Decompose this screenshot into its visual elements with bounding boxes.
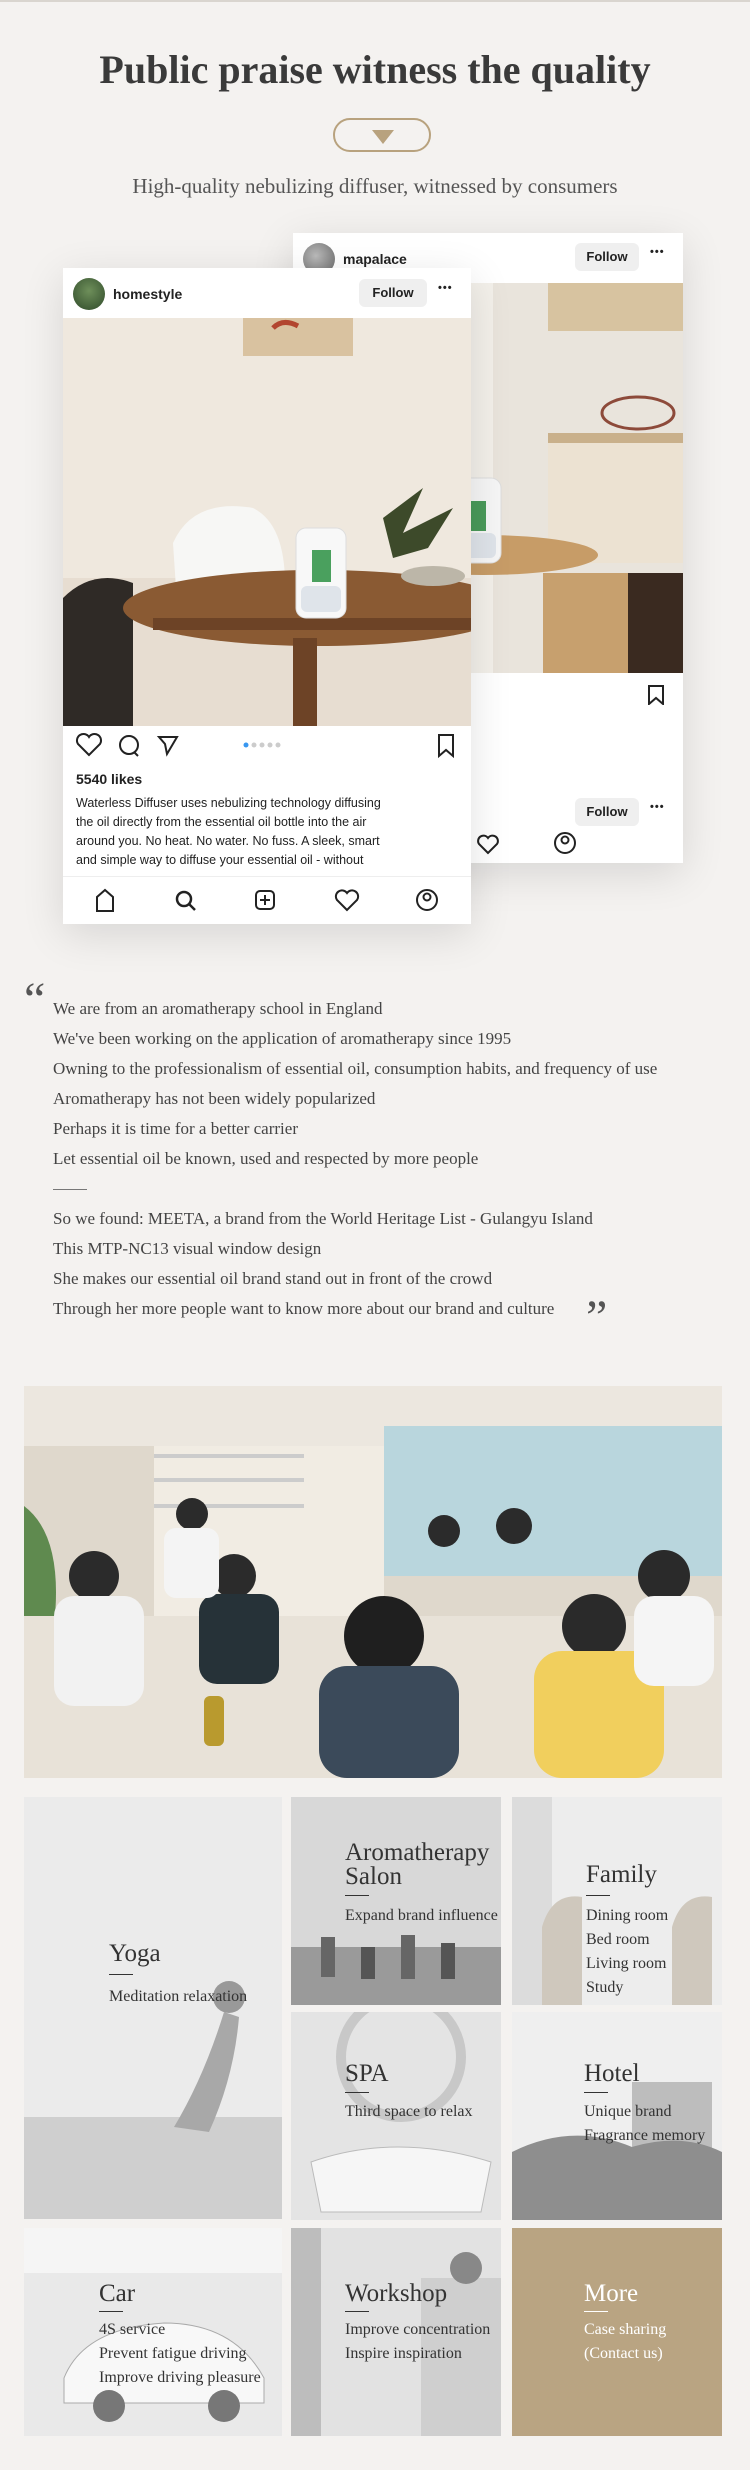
classroom-photo: [24, 1386, 722, 1778]
add-icon[interactable]: [256, 891, 274, 909]
scene-line: Fragrance memory: [584, 2127, 706, 2144]
scene-line: Meditation relaxation: [109, 1988, 248, 2005]
caption-line: the oil directly from the essential oil bottle into the air: [76, 815, 367, 829]
more-options-icon[interactable]: •••: [438, 282, 453, 294]
scene-title: Hotel: [584, 2060, 640, 2087]
more-options-icon-secondary[interactable]: •••: [650, 801, 665, 813]
scene-line: Case sharing: [584, 2321, 667, 2338]
scene-line: Bed room: [586, 1931, 650, 1948]
post-username[interactable]: homestyle: [113, 286, 183, 302]
scene-line: Living room: [586, 1955, 667, 1972]
open-quote-mark: “: [24, 973, 46, 1026]
bookmark-icon[interactable]: [647, 685, 665, 710]
scene-line: Improve driving pleasure: [99, 2369, 261, 2386]
contact-us-link[interactable]: (Contact us): [584, 2345, 663, 2362]
follow-button[interactable]: Follow: [359, 279, 427, 307]
heart-icon[interactable]: [336, 890, 358, 910]
story-line: Owning to the professionalism of essential oil, consumption habits, and frequency of use: [53, 1059, 658, 1078]
scene-title: Workshop: [345, 2280, 448, 2307]
action-bar: [63, 730, 471, 760]
story-line: Through her more people want to know more about our brand and culture: [53, 1299, 555, 1318]
story-line: Aromatherapy has not been widely popularized: [53, 1089, 376, 1108]
title-underline: [584, 2311, 608, 2312]
scene-title: SPA: [345, 2060, 389, 2087]
post-photo: [63, 318, 471, 726]
scene-line: Third space to relax: [345, 2103, 473, 2120]
scene-line: 4S service: [99, 2321, 166, 2338]
post-caption: [76, 794, 466, 870]
story-paragraph-1: [53, 994, 713, 1174]
title-underline: [99, 2311, 123, 2312]
page-title: Public praise witness the quality: [99, 47, 651, 92]
share-icon[interactable]: [159, 737, 177, 754]
more-options-icon[interactable]: •••: [650, 246, 665, 258]
scroll-down-button[interactable]: [333, 118, 431, 152]
story-line: So we found: MEETA, a brand from the World Heritage List - Gulangyu Island: [53, 1209, 593, 1228]
likes-count: 5540 likes: [76, 771, 143, 787]
title-underline: [345, 2092, 369, 2093]
title-underline: [109, 1974, 133, 1975]
story-line: She makes our essential oil brand stand out in front of the crowd: [53, 1269, 493, 1288]
scene-title: Aromatherapy: [345, 1839, 490, 1866]
scene-line: Study: [586, 1979, 624, 1996]
scene-line: Expand brand influence: [345, 1907, 498, 1924]
profile-icon[interactable]: [555, 833, 575, 853]
close-quote-mark: ”: [586, 1291, 608, 1344]
title-underline: [584, 2092, 608, 2093]
scene-tile-yoga[interactable]: [24, 1797, 282, 2219]
carousel-dots: [244, 743, 281, 748]
home-icon[interactable]: [97, 890, 113, 911]
story-line: We are from an aromatherapy school in England: [53, 999, 383, 1018]
caption-line: Waterless Diffuser uses nebulizing technology diffusing: [76, 796, 381, 810]
scene-line: Improve concentration: [345, 2321, 491, 2338]
top-divider: [0, 0, 750, 2]
page-subtitle: High-quality nebulizing diffuser, witnessed by consumers: [132, 174, 618, 198]
heart-icon[interactable]: [478, 836, 498, 853]
scene-tile-car[interactable]: [24, 2228, 282, 2436]
story-divider: [53, 1189, 87, 1190]
scene-title: Car: [99, 2280, 136, 2307]
scene-tile-aromatherapy-salon[interactable]: [291, 1797, 501, 2005]
caption-line: around you. No heat. No water. No fuss. A sleek, smart: [76, 834, 380, 848]
story-line: We've been working on the application of aromatherapy since 1995: [53, 1029, 512, 1048]
title-underline: [345, 1895, 369, 1896]
scene-tile-spa[interactable]: [291, 2012, 501, 2220]
title-underline: [345, 2311, 369, 2312]
title-underline: [586, 1895, 610, 1896]
scene-line: Inspire inspiration: [345, 2345, 462, 2362]
scene-title: Family: [586, 1861, 657, 1888]
story-paragraph-2: [53, 1204, 713, 1324]
scene-line: Dining room: [586, 1907, 669, 1924]
profile-icon[interactable]: [417, 890, 437, 910]
caption-line: and simple way to diffuse your essential oil - without: [76, 853, 364, 867]
scene-title: More: [584, 2280, 639, 2307]
bookmark-icon[interactable]: [439, 735, 453, 756]
story-line: This MTP-NC13 visual window design: [53, 1239, 322, 1258]
triangle-down-icon: [372, 130, 394, 144]
post-username[interactable]: mapalace: [343, 251, 407, 267]
scene-title-line-2: Salon: [345, 1863, 402, 1890]
instagram-post-front: [63, 268, 471, 924]
scene-tile-workshop[interactable]: [291, 2228, 501, 2436]
search-icon[interactable]: [177, 892, 195, 910]
scene-title: Yoga: [109, 1940, 161, 1967]
scene-tile-more[interactable]: [512, 2228, 722, 2436]
bottom-nav: [63, 876, 471, 924]
avatar[interactable]: [73, 278, 105, 310]
scene-line: Prevent fatigue driving: [99, 2345, 247, 2362]
follow-button-secondary[interactable]: Follow: [575, 798, 639, 826]
story-line: Let essential oil be known, used and respected by more people: [53, 1149, 479, 1168]
scene-line: Unique brand: [584, 2103, 672, 2120]
heart-icon[interactable]: [77, 734, 101, 755]
story-line: Perhaps it is time for a better carrier: [53, 1119, 298, 1138]
scene-tile-family[interactable]: [512, 1797, 722, 2005]
follow-button[interactable]: Follow: [575, 243, 639, 271]
scene-tile-hotel[interactable]: [512, 2012, 722, 2220]
comment-icon[interactable]: [120, 736, 138, 756]
